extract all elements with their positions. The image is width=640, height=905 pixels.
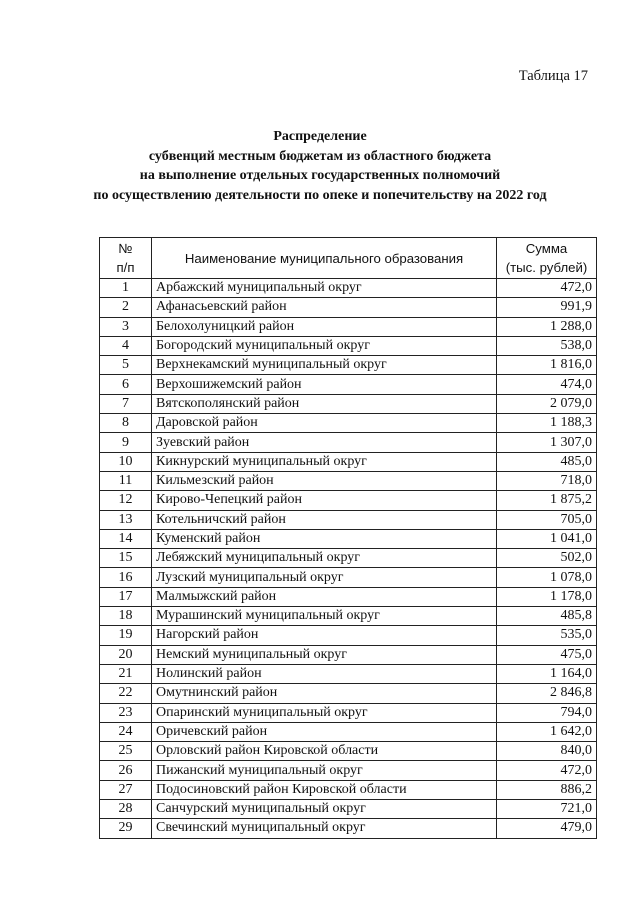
row-name: Малмыжский район [152, 587, 497, 606]
row-name: Куменский район [152, 529, 497, 548]
row-number: 12 [100, 491, 152, 510]
row-number: 16 [100, 568, 152, 587]
row-sum: 1 078,0 [497, 568, 597, 587]
row-name: Верхнекамский муниципальный округ [152, 356, 497, 375]
row-name: Санчурский муниципальный округ [152, 800, 497, 819]
row-sum: 502,0 [497, 549, 597, 568]
table-row [100, 761, 597, 780]
row-sum: 1 307,0 [497, 433, 597, 452]
row-name: Нагорский район [152, 626, 497, 645]
row-number: 24 [100, 722, 152, 741]
table-row [100, 452, 597, 471]
row-number: 25 [100, 742, 152, 761]
subvention-table [99, 237, 597, 839]
table-row [100, 336, 597, 355]
row-number: 23 [100, 703, 152, 722]
row-sum: 718,0 [497, 471, 597, 490]
row-sum: 2 846,8 [497, 684, 597, 703]
row-name: Пижанский муниципальный округ [152, 761, 497, 780]
header-number-line2: п/п [116, 260, 135, 275]
row-name: Арбажский муниципальный округ [152, 279, 497, 298]
row-number: 27 [100, 780, 152, 799]
row-number: 28 [100, 800, 152, 819]
row-name: Котельничский район [152, 510, 497, 529]
row-number: 8 [100, 414, 152, 433]
row-sum: 1 188,3 [497, 414, 597, 433]
table-row [100, 279, 597, 298]
row-sum: 472,0 [497, 279, 597, 298]
title-line: по осуществлению деятельности по опеке и попечительству на 2022 год [93, 187, 547, 203]
header-number [100, 238, 152, 279]
row-sum: 1 816,0 [497, 356, 597, 375]
row-sum: 1 164,0 [497, 664, 597, 683]
table-row [100, 684, 597, 703]
row-number: 4 [100, 336, 152, 355]
table-row [100, 471, 597, 490]
row-number: 2 [100, 298, 152, 317]
row-name: Свечинский муниципальный округ [152, 819, 497, 838]
row-sum: 2 079,0 [497, 394, 597, 413]
table-row [100, 626, 597, 645]
row-sum: 475,0 [497, 645, 597, 664]
row-name: Нолинский район [152, 664, 497, 683]
row-sum: 474,0 [497, 375, 597, 394]
row-number: 3 [100, 317, 152, 336]
row-name: Немский муниципальный округ [152, 645, 497, 664]
row-number: 9 [100, 433, 152, 452]
table-row [100, 703, 597, 722]
row-sum: 485,8 [497, 607, 597, 626]
row-number: 18 [100, 607, 152, 626]
table-header-row [100, 238, 597, 279]
row-name: Лебяжский муниципальный округ [152, 549, 497, 568]
row-sum: 886,2 [497, 780, 597, 799]
row-sum: 485,0 [497, 452, 597, 471]
row-sum: 705,0 [497, 510, 597, 529]
row-name: Богородский муниципальный округ [152, 336, 497, 355]
table-row [100, 433, 597, 452]
row-sum: 1 178,0 [497, 587, 597, 606]
header-sum [497, 238, 597, 279]
table-row [100, 607, 597, 626]
row-sum: 840,0 [497, 742, 597, 761]
table-row [100, 394, 597, 413]
row-number: 14 [100, 529, 152, 548]
table-row [100, 549, 597, 568]
title-line: на выполнение отдельных государственных полномочий [139, 168, 501, 183]
row-number: 21 [100, 664, 152, 683]
row-name: Подосиновский район Кировской области [152, 780, 497, 799]
table-row [100, 510, 597, 529]
row-name: Кирово-Чепецкий район [152, 491, 497, 510]
table-row [100, 780, 597, 799]
header-name: Наименование муниципального образования [152, 238, 497, 279]
row-number: 6 [100, 375, 152, 394]
row-sum: 1 875,2 [497, 491, 597, 510]
table-row [100, 375, 597, 394]
row-number: 11 [100, 471, 152, 490]
row-sum: 1 041,0 [497, 529, 597, 548]
row-name: Верхошижемский район [152, 375, 497, 394]
table-row [100, 800, 597, 819]
row-number: 19 [100, 626, 152, 645]
table-number: Таблица 17 [518, 68, 588, 84]
row-sum: 721,0 [497, 800, 597, 819]
row-name: Вятскополянский район [152, 394, 497, 413]
row-name: Омутнинский район [152, 684, 497, 703]
row-name: Оричевский район [152, 722, 497, 741]
row-number: 17 [100, 587, 152, 606]
table-row [100, 819, 597, 838]
table-row [100, 356, 597, 375]
table-row [100, 664, 597, 683]
row-number: 10 [100, 452, 152, 471]
row-sum: 479,0 [497, 819, 597, 838]
row-sum: 1 288,0 [497, 317, 597, 336]
table-row [100, 722, 597, 741]
title-line: Распределение [273, 129, 367, 144]
row-number: 15 [100, 549, 152, 568]
document-title [0, 127, 640, 205]
header-sum-line1: Сумма [525, 241, 568, 256]
row-name: Белохолуницкий район [152, 317, 497, 336]
table-row [100, 568, 597, 587]
table-row [100, 529, 597, 548]
table-row [100, 587, 597, 606]
row-name: Орловский район Кировской области [152, 742, 497, 761]
table-row [100, 317, 597, 336]
row-sum: 535,0 [497, 626, 597, 645]
row-sum: 991,9 [497, 298, 597, 317]
table-row [100, 645, 597, 664]
header-number-line1: № [118, 241, 133, 256]
table-row [100, 742, 597, 761]
row-sum: 794,0 [497, 703, 597, 722]
row-name: Даровской район [152, 414, 497, 433]
row-sum: 538,0 [497, 336, 597, 355]
row-sum: 472,0 [497, 761, 597, 780]
row-number: 13 [100, 510, 152, 529]
header-sum-line2: (тыс. рублей) [505, 260, 588, 275]
table-row [100, 414, 597, 433]
table-row [100, 298, 597, 317]
row-name: Кикнурский муниципальный округ [152, 452, 497, 471]
row-name: Опаринский муниципальный округ [152, 703, 497, 722]
row-number: 1 [100, 279, 152, 298]
row-name: Кильмезский район [152, 471, 497, 490]
table-row [100, 491, 597, 510]
row-number: 26 [100, 761, 152, 780]
row-name: Мурашинский муниципальный округ [152, 607, 497, 626]
row-number: 7 [100, 394, 152, 413]
row-name: Зуевский район [152, 433, 497, 452]
row-number: 5 [100, 356, 152, 375]
table-body [100, 279, 597, 839]
row-number: 22 [100, 684, 152, 703]
row-sum: 1 642,0 [497, 722, 597, 741]
row-name: Лузский муниципальный округ [152, 568, 497, 587]
row-number: 29 [100, 819, 152, 838]
row-name: Афанасьевский район [152, 298, 497, 317]
row-number: 20 [100, 645, 152, 664]
title-line: субвенций местным бюджетам из областного бюджета [148, 148, 492, 164]
